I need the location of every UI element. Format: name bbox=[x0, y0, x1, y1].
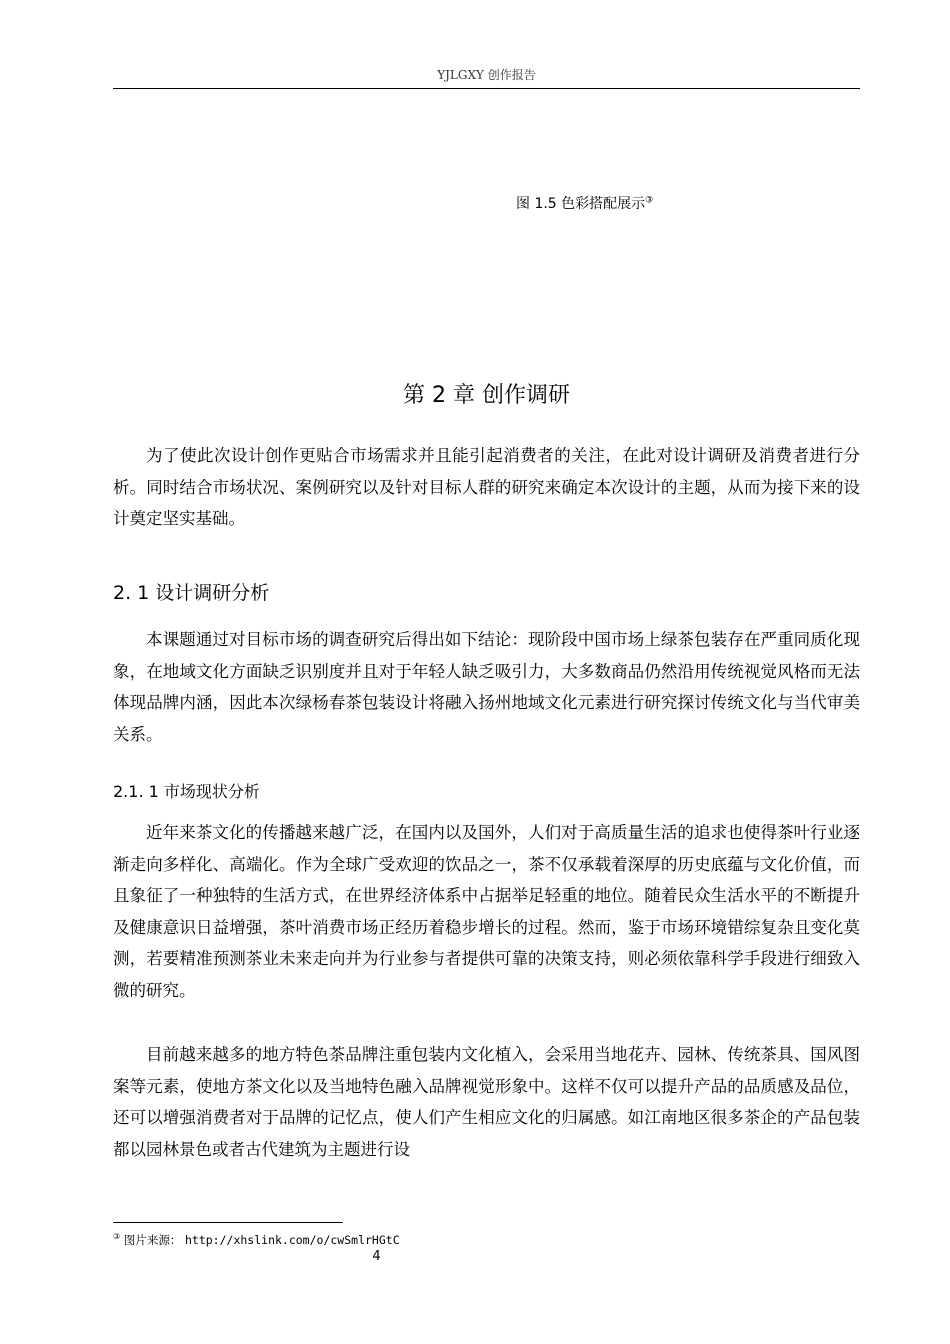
running-header: YJLGXY 创作报告 bbox=[437, 68, 536, 82]
page-number: 4 bbox=[372, 1249, 381, 1264]
intro-paragraph: 为了使此次设计创作更贴合市场需求并且能引起消费者的关注，在此对设计调研及消费者进行分析。同时结合市场状况、案例研究以及针对目标人群的研究来确定本次设计的主题，从而为接下来的设计奠定坚实基础。 bbox=[113, 446, 860, 528]
footnote-rule bbox=[113, 1222, 343, 1223]
figure-caption-text: 图 1.5 色彩搭配展示 bbox=[516, 196, 646, 212]
market-paragraph-1: 近年来茶文化的传播越来越广泛，在国内以及国外，人们对于高质量生活的追求也使得茶叶行业逐渐走向多样化、高端化。作为全球广受欢迎的饮品之一，茶不仅承载着深厚的历史底蕴与文化价值，而且象征了一种独特的生活方式，在世界经济体系中占据举足轻重的地位。随着民众生活水平的不断提升及健康意识日益增强，茶叶消费市场正经历着稳步增长的过程。然而，鉴于市场环境错综复杂且变化莫测，若要精准预测茶业未来走向并为行业参与者提供可靠的决策支持，则必须依靠科学手段进行细致入微的研究。 bbox=[113, 823, 860, 1000]
figure-caption bbox=[516, 193, 653, 213]
section-2-1-paragraph: 本课题通过对目标市场的调查研究后得出如下结论：现阶段中国市场上绿茶包装存在严重同质化现象，在地域文化方面缺乏识别度并且对于年轻人缺乏吸引力，大多数商品仍然沿用传统视觉风格而无法体现品牌内涵，因此本次绿杨春茶包装设计将融入扬州地域文化元素进行研究探讨传统文化与当代审美关系。 bbox=[113, 630, 860, 744]
footnote-link[interactable]: http://xhslink.com/o/cwSmlrHGtC bbox=[184, 1233, 400, 1247]
section-heading-2-1: 2. 1 设计调研分析 bbox=[113, 582, 270, 604]
footnote-reference[interactable]: ③ bbox=[645, 195, 654, 206]
footnote bbox=[113, 1232, 400, 1248]
footnote-mark: ③ bbox=[113, 1232, 121, 1242]
chapter-title: 第 2 章 创作调研 bbox=[403, 383, 570, 408]
market-paragraph-2: 目前越来越多的地方特色茶品牌注重包装内文化植入，会采用当地花卉、园林、传统茶具、国风图案等元素，使地方茶文化以及当地特色融入品牌视觉形象中。这样不仅可以提升产品的品质感及品位，还可以增强消费者对于品牌的记忆点，使人们产生相应文化的归属感。如江南地区很多茶企的产品包装都以园林景色或者古代建筑为主题进行设 bbox=[113, 1045, 860, 1159]
section-heading-2-1-1: 2.1. 1 市场现状分析 bbox=[113, 782, 260, 801]
footnote-label: 图片来源： bbox=[123, 1233, 182, 1247]
header-rule bbox=[113, 88, 860, 89]
